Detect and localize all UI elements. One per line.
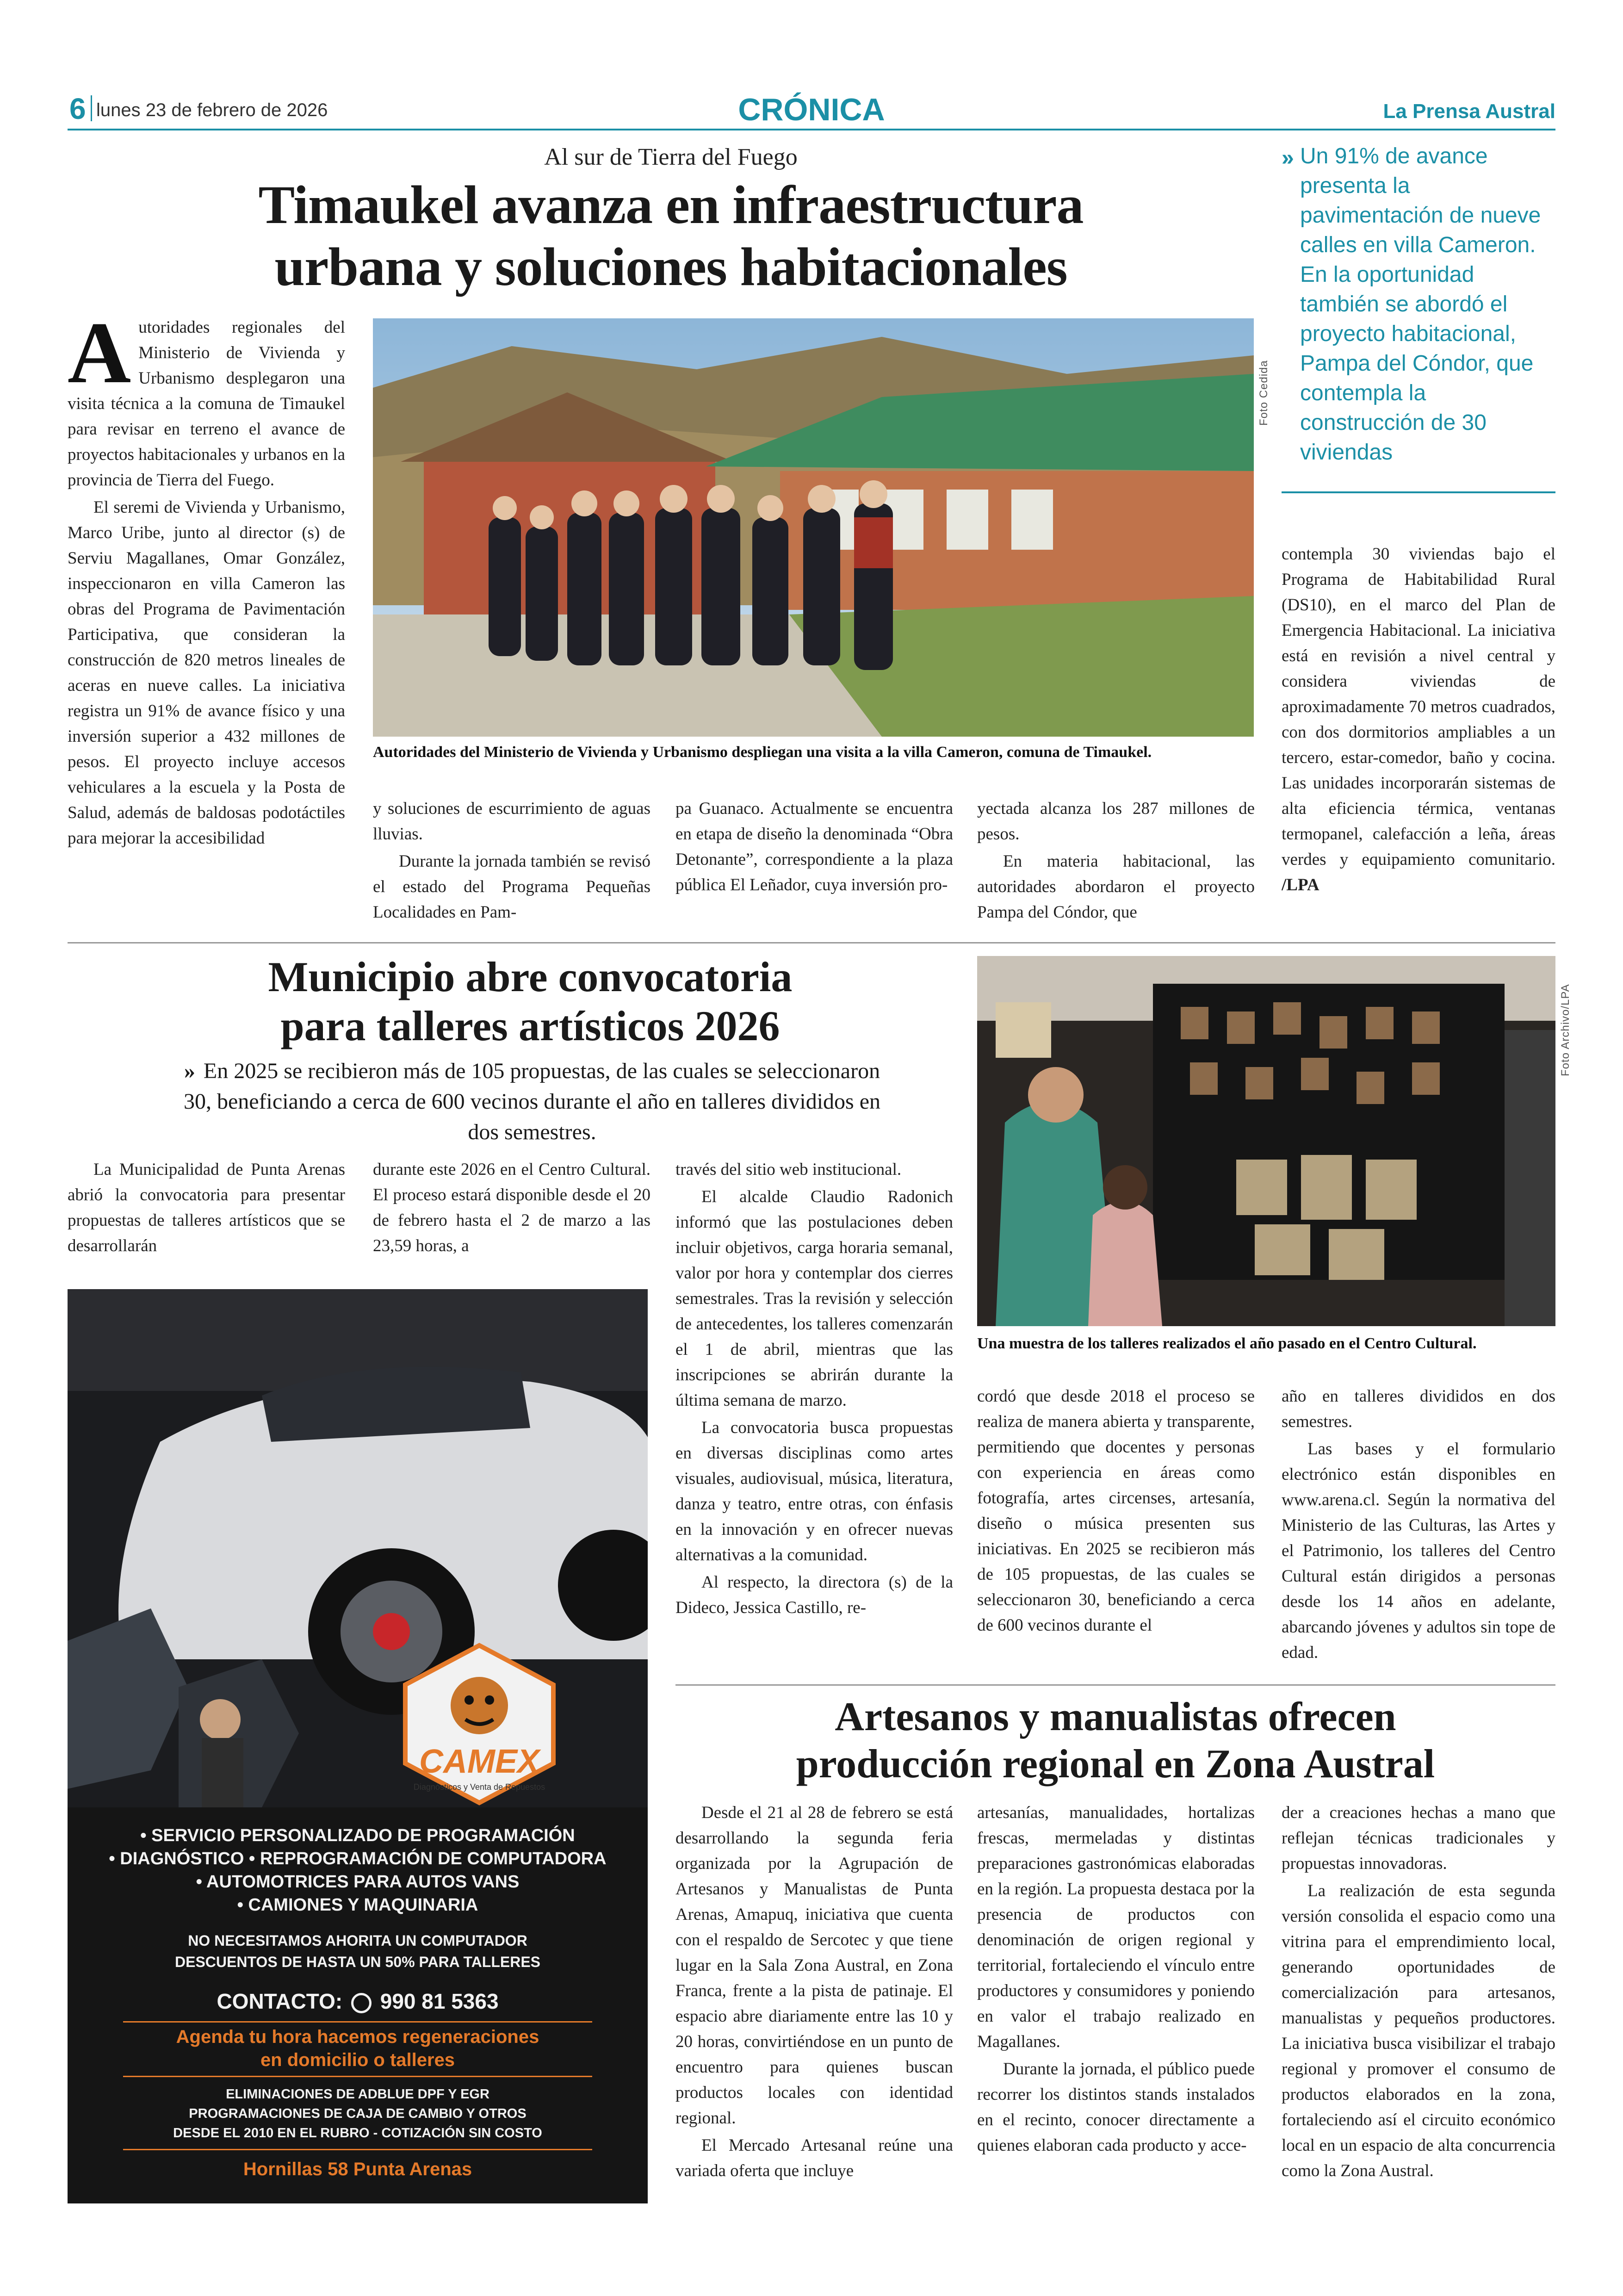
article1-title-line2: urbana y soluciones habitacionales [274, 236, 1067, 297]
article3-title-line2: producción regional en Zona Austral [796, 1742, 1435, 1787]
ad-contact-label: CONTACTO: [217, 1989, 343, 2013]
article3-paragraph: La realización de esta segunda versión consolida el espacio como una vitrina para el emprendimiento local, generando oportunidades de comercialización para artesanos, manualistas y pequeños productores. La iniciativa busca visibilizar el trabajo regional y promover el consumo de productos elaborados en la zona, fortaleciendo así el circuito económico local en un espacio de alta concurrencia como la Zona Austral. [1282, 1881, 1555, 2180]
article3-paragraph: Durante la jornada, el público puede recorrer los distintos stands instalados en el recinto, conocer directamente a quienes elaboran cada producto y acce- [977, 2060, 1255, 2155]
highlight-rule [1282, 491, 1555, 493]
article1-highlight [1282, 142, 1555, 475]
article2-paragraph: Al respecto, la directora (s) de la Dideco, Jessica Castillo, re- [675, 1573, 953, 1617]
article2-photo [977, 956, 1555, 1326]
article2-paragraph: La Municipalidad de Punta Arenas abrió la convocatoria para presentar propuestas de talleres artísticos que se desarrollarán [68, 1160, 345, 1255]
double-chevron-icon: » [1282, 146, 1294, 170]
article2-summary-text: En 2025 se recibieron más de 105 propuestas, de las cuales se seleccionaron 30, beneficiando a cerca de 600 vecinos durante el año en talleres divididos en dos semestres. [183, 1059, 881, 1144]
article2-col1 [68, 1157, 345, 1263]
article1-col1 [68, 315, 345, 930]
article1-highlight-text: Un 91% de avance presenta la pavimentación de nueve calles en villa Cameron. En la oportunidad también se abordó el proyecto habitacional, Pampa del Cóndor, que contempla la construcción de 30 viviendas [1300, 144, 1541, 465]
article1-col3 [675, 796, 953, 930]
article2-paragraph: durante este 2026 en el Centro Cultural. El proceso estará disponible desde el 20 de febrero hasta el 2 de marzo a las 23,59 horas, a [373, 1160, 650, 1255]
ad-service-line: • DIAGNÓSTICO • REPROGRAMACIÓN DE COMPUTADORA [109, 1849, 607, 1868]
ad-contact-rule [123, 2021, 592, 2023]
article1-col4 [977, 796, 1255, 930]
ad-contact[interactable] [68, 1989, 648, 2014]
article3-col1 [675, 1800, 953, 2216]
article3-paragraph: der a creaciones hechas a mano que reflejan técnicas tradicionales y propuestas innovadoras. [1282, 1803, 1555, 1873]
whatsapp-icon [351, 1993, 372, 2013]
article1-paragraph: El seremi de Vivienda y Urbanismo, Marco Uribe, junto al director (s) de Serviu Magallanes, Omar González, inspeccionaron en villa Cameron las obras del Programa de Pavimentación Participativa, que consideran la construcción de 820 metros lineales de aceras en nueve calles. La iniciativa registra un 91% de avance físico y una inversión superior a 432 millones de pesos. El proyecto incluye accesos vehiculares a la escuela y la Posta de Salud, además de baldosas podotáctiles para mejorar la accesibilidad [68, 498, 345, 848]
ad-address: Hornillas 58 Punta Arenas [243, 2159, 472, 2179]
article2-paragraph: El alcalde Claudio Radonich informó que las postulaciones deben incluir objetivos, carga horaria semanal, valor por hora y contemplar dos cierres semestrales. Tras la revisión y selección de antecedentes, los talleres comenzarán el 1 de abril, mientras que las inscripciones se abrirán durante la última semana de marzo. [675, 1187, 953, 1410]
section-name: CRÓNICA [738, 92, 885, 127]
ad-agenda-line1: Agenda tu hora hacemos regeneraciones [176, 2027, 539, 2047]
article1-signature: /LPA [1282, 875, 1319, 894]
drop-cap: A [68, 315, 131, 402]
article1-caption: Autoridades del Ministerio de Vivienda y Urbanismo despliegan una visita a la villa Cameron, comuna de Timaukel. [373, 744, 1152, 761]
article3-paragraph: artesanías, manualidades, hortalizas frescas, mermeladas y distintas preparaciones gastronómicas elaboradas en la región. La propuesta destaca por la presencia de productos con denominación de origen regional y territorial, fortaleciendo el vínculo entre productores y consumidores y poniendo en valor el trabajo realizado en Magallanes. [977, 1803, 1255, 2051]
article2-paragraph: La convocatoria busca propuestas en diversas disciplinas como artes visuales, audiovisual, música, literatura, danza y teatro, entre otras, con énfasis en la innovación y en ofrecer nuevas alternativas a la comunidad. [675, 1418, 953, 1564]
article3-col2 [977, 1800, 1255, 2216]
article3-paragraph: Desde el 21 al 28 de febrero se está desarrollando la segunda feria organizada por la Agrupación de Artesanos y Manualistas de Punta Arenas, Amapuq, iniciativa que cuenta con el respaldo de Sercotec y que tiene lugar en la Sala Zona Austral, en Zona Franca, frente a la pista de patinaje. El espacio abre diariamente entre las 10 y 20 horas, convirtiéndose en un punto de encuentro para quienes buscan productos locales con identidad regional. [675, 1803, 953, 2128]
article3-title-line1: Artesanos y manualistas ofrecen [835, 1694, 1396, 1739]
article1-photo-credit: Foto Cedida [1258, 360, 1270, 426]
article2-col3 [675, 1157, 953, 1680]
header-divider [91, 95, 92, 121]
article1-kicker: Al sur de Tierra del Fuego [544, 144, 798, 170]
article1-paragraph: yectada alcanza los 287 millones de pesos. [977, 799, 1255, 844]
article1-title-line1: Timaukel avanza en infraestructura [258, 174, 1084, 235]
ad-service-line: • AUTOMOTRICES PARA AUTOS VANS [196, 1872, 520, 1892]
article2-caption: Una muestra de los talleres realizados el año pasado en el Centro Cultural. [977, 1335, 1477, 1352]
ad-service-line: • SERVICIO PERSONALIZADO DE PROGRAMACIÓN [140, 1826, 575, 1845]
article2-summary [176, 1056, 888, 1148]
ad-agenda-rule [123, 2076, 592, 2077]
article2-paragraph: año en talleres divididos en dos semestres. [1282, 1387, 1555, 1431]
section-separator [68, 942, 1555, 943]
camex-logo-text: CAMEX [419, 1743, 539, 1780]
ad-extra-line2: PROGRAMACIONES DE CAJA DE CAMBIO Y OTROS [189, 2106, 527, 2121]
article1-paragraph: Durante la jornada también se revisó el estado del Programa Pequeñas Localidades en Pam- [373, 852, 650, 922]
ad-agenda-line2: en domicilio o talleres [260, 2050, 455, 2070]
article1-paragraph: En materia habitacional, las autoridades abordaron el proyecto Pampa del Cóndor, que [977, 852, 1255, 922]
article2-paragraph: través del sitio web institucional. [675, 1160, 902, 1179]
page-number: 6 [69, 92, 86, 125]
camex-logo-tagline: Diagnósticos y Venta de Repuestos [413, 1782, 545, 1792]
article1-paragraph: utoridades regionales del Ministerio de Vivienda y Urbanismo desplegaron una visita técnica a la comuna de Timaukel para revisar en terreno el avance de proyectos habitacionales y urbanos en la provincia de Tierra del Fuego. [68, 318, 345, 490]
double-chevron-icon: » [184, 1059, 195, 1083]
ad-notice-line2: DESCUENTOS DE HASTA UN 50% PARA TALLERES [174, 1954, 540, 1970]
article2-col4 [977, 1384, 1255, 1675]
ad-notice-line1: NO NECESITAMOS AHORITA UN COMPUTADOR [188, 1932, 527, 1949]
article2-paragraph: cordó que desde 2018 el proceso se realiza de manera abierta y transparente, permitiendo que docentes y personas con experiencia en áreas como fotografía, artes circenses, artesanía, diseño o música presenten sus iniciativas. En 2025 se recibieron más de 105 propuestas, de las cuales se seleccionaron 30, beneficiando a cerca de 600 vecinos durante el [977, 1387, 1255, 1635]
article1-col5 [1282, 541, 1555, 930]
ad-service-line: • CAMIONES Y MAQUINARIA [237, 1895, 478, 1915]
newspaper-brand: La Prensa Austral [1383, 100, 1555, 123]
article2-photo-credit: Foto Archivo/LPA [1559, 984, 1572, 1076]
article2-photo-illustration [977, 956, 1555, 1326]
article1-paragraph: contempla 30 viviendas bajo el Programa de Habitabilidad Rural (DS10), en el marco del Plan de Emergencia Habitacional. La iniciativa está en revisión a nivel central y considera viviendas de aproximadamente 70 metros cuadrados, con dos dormitorios ampliables a un tercero, estar-comedor, baño y cocina. Las unidades incorporarán sistemas de alta eficiencia térmica, ventanas termopanel, calefacción a leña, áreas verdes y equipamiento comunitario. [1282, 545, 1555, 869]
article2-title-line1: Municipio abre convocatoria [268, 953, 793, 1000]
article2-title-line2: para talleres artísticos 2026 [280, 1002, 780, 1049]
ad-address-rule [123, 2149, 592, 2150]
ad-phone[interactable]: 990 81 5363 [380, 1989, 499, 2013]
article1-col2 [373, 796, 650, 930]
article1-photo-illustration [373, 318, 1254, 737]
section-separator [675, 1684, 1555, 1686]
camex-advertisement[interactable] [68, 1289, 648, 2203]
ad-extra-line1: ELIMINACIONES DE ADBLUE DPF Y EGR [226, 2087, 489, 2102]
article1-paragraph: y soluciones de escurrimiento de aguas lluvias. [373, 799, 650, 844]
article3-col3 [1282, 1800, 1555, 2216]
article1-photo [373, 318, 1254, 737]
article3-paragraph: El Mercado Artesanal reúne una variada oferta que incluye [675, 2136, 953, 2180]
ad-extra-line3: DESDE EL 2010 EN EL RUBRO - COTIZACIÓN SIN COSTO [173, 2126, 542, 2141]
header-rule [68, 129, 1555, 130]
article2-paragraph: Las bases y el formulario electrónico están disponibles en www.arena.cl. Según la normativa del Ministerio de las Culturas, las Artes y el Patrimonio, los talleres del Centro Cultural están dirigidos a personas desde los 14 años en adelante, abarcando jóvenes y adultos sin tope de edad. [1282, 1440, 1555, 1662]
article2-col2 [373, 1157, 650, 1263]
article1-paragraph: pa Guanaco. Actualmente se encuentra en etapa de diseño la denominada “Obra Detonante”, correspondiente a la plaza pública El Leñador, cuya inversión pro- [675, 799, 953, 894]
issue-date: lunes 23 de febrero de 2026 [96, 100, 328, 120]
article2-col5 [1282, 1384, 1555, 1675]
